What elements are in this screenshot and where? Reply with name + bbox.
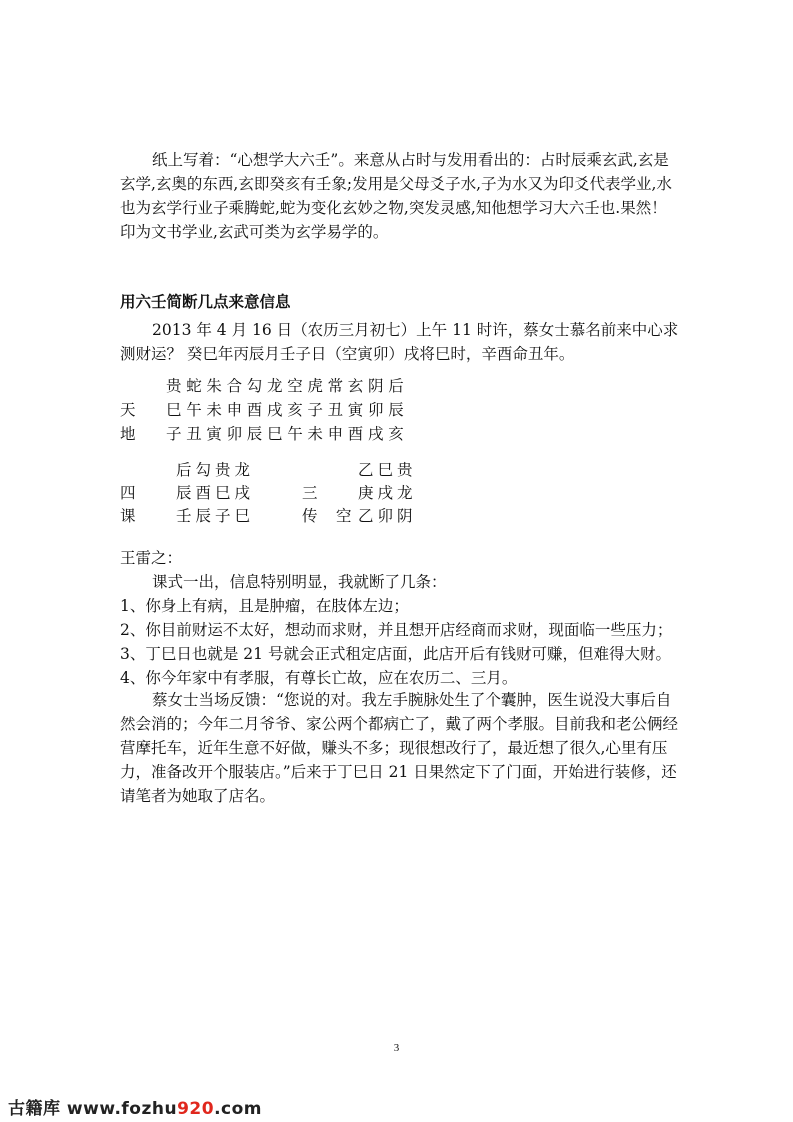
watermark-url-accent: 920 — [177, 1099, 215, 1119]
ke-row3-four: 壬辰子巳 — [176, 507, 255, 525]
judgement-list — [120, 546, 700, 690]
list-intro: 课式一出，信息特别明显，我就断了几条： — [152, 573, 447, 591]
generals-cells: 贵蛇朱合勾龙空虎常玄阴后 — [166, 377, 409, 395]
heaven-cells: 巳午未申酉戌亥子丑寅卯辰 — [166, 401, 409, 419]
ke-row1-three: 乙巳贵 — [358, 461, 417, 479]
list-item: 2、你目前财运不太好，想动而求财，并且想开店经商而求财，现面临一些压力； — [120, 621, 673, 639]
ke-row2-four: 辰酉巳戌 — [176, 484, 255, 502]
watermark-brand: 古籍库 — [8, 1099, 61, 1119]
list-item: 1、你身上有病，且是肿瘤，在肢体左边； — [120, 597, 409, 615]
paragraph-feedback: 蔡女士当场反馈：“您说的对。我左手腕脉处生了个囊肿，医生说没大事后自然会消的；今年二月爷爷、家公两个都病亡了，戴了两个孝服。目前我和老公俩经营摩托车，近年生意不好做，赚头不多；现很想改行了，最近想了很久,心里有压力，准备改开个服装店。”后来于丁巳日 21 日果然定下了门面，开始进行装修，还请笔者为她取了店名。 — [120, 691, 679, 805]
watermark-url-prefix: www.fozhu — [60, 1099, 178, 1119]
list-item: 3、丁巳日也就是 21 号就会正式租定店面，此店开后有钱财可赚，但难得大财。 — [120, 645, 671, 663]
page-number: 3 — [393, 1042, 400, 1054]
ke-row2-mid: 三 — [302, 484, 318, 502]
earth-label: 地 — [120, 425, 136, 443]
ke-row3-three: 乙卯阴 — [358, 507, 417, 525]
section-heading: 用六壬简断几点来意信息 — [120, 293, 291, 311]
earth-cells: 子丑寅卯辰巳午未申酉戌亥 — [166, 425, 409, 443]
ke-row2-label: 四 — [120, 484, 136, 502]
heaven-label: 天 — [120, 401, 136, 419]
author-line: 王雷之： — [120, 549, 183, 567]
ke-row3-mid: 传 — [302, 507, 318, 525]
ke-row3-mid2: 空 — [336, 507, 352, 525]
paragraph-case: 2013 年 4 月 16 日（农历三月初七）上午 11 时许，蔡女士慕名前来中心求测财运？ 癸巳年丙辰月壬子日（空寅卯）戌将巳时，辛酉命丑年。 — [120, 321, 679, 363]
watermark-url-suffix: .com — [214, 1099, 263, 1119]
list-item: 4、你今年家中有孝服，有尊长亡故，应在农历二、三月。 — [120, 669, 518, 687]
paragraph-intro: 纸上写着：“心想学大六壬”。来意从占时与发用看出的：占时辰乘玄武,玄是玄学,玄奥的东西,玄即癸亥有壬象;发用是父母爻子水,子为水又为印爻代表学业,水也为玄学行业子乘腾蛇,蛇为变化玄妙之物,突发灵感,知他想学习大六壬也.果然！印为文书学业,玄武可类为玄学易学的。 — [120, 151, 672, 241]
site-watermark — [8, 1094, 262, 1119]
ke-row1-four: 后勾贵龙 — [176, 461, 255, 479]
ke-row2-three: 庚戌龙 — [358, 484, 417, 502]
ke-row3-label: 课 — [120, 507, 136, 525]
